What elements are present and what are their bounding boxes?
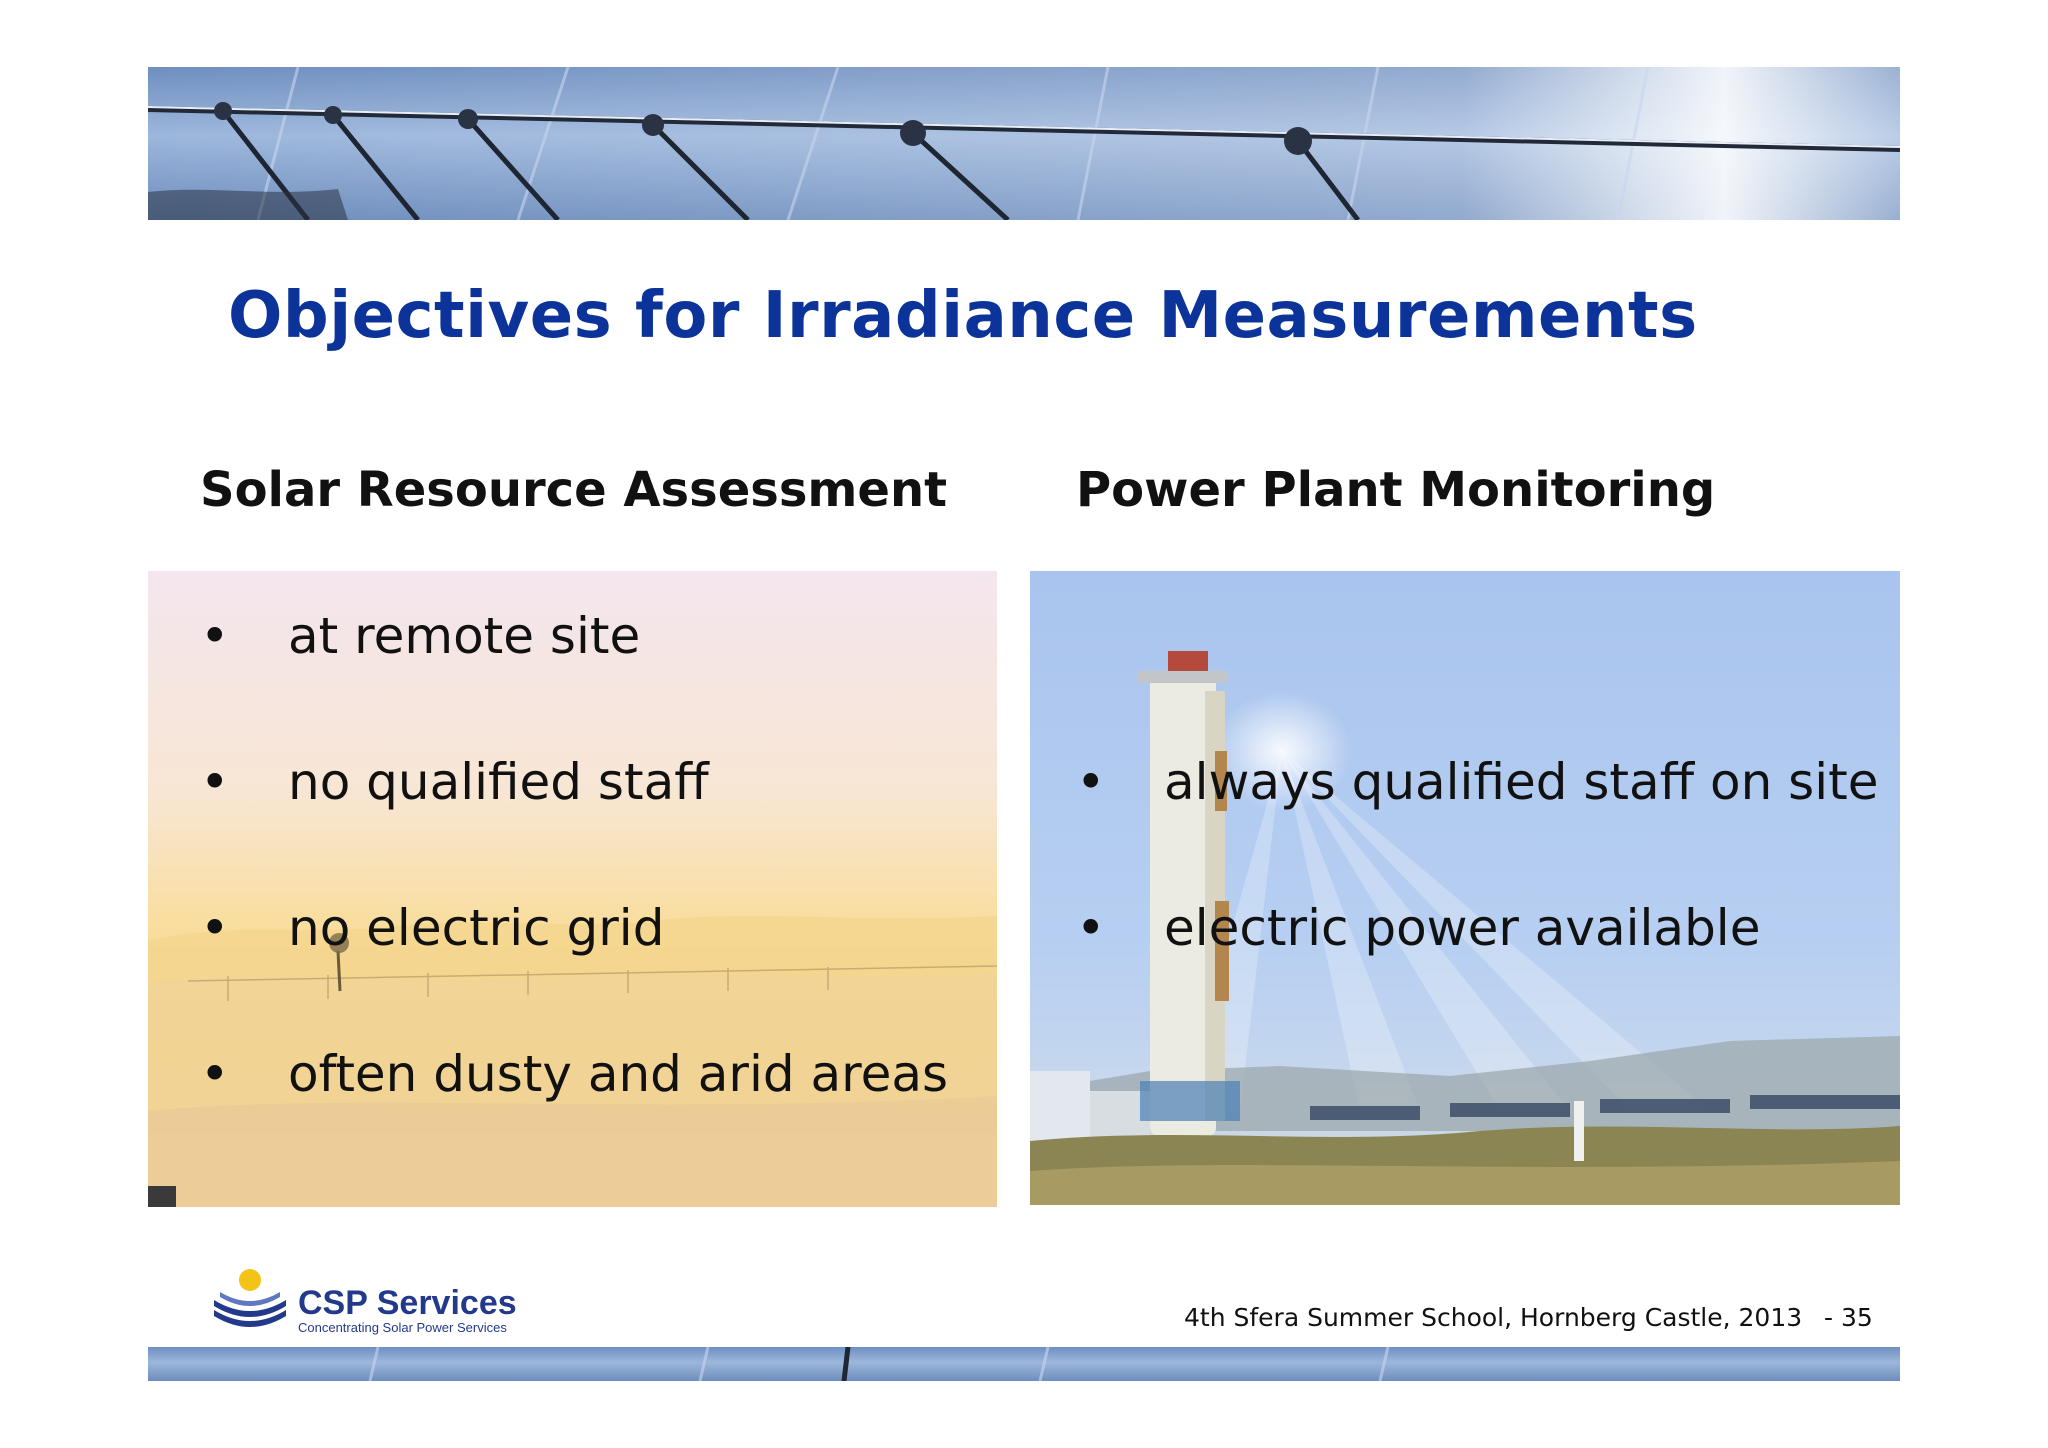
logo-name: CSP Services — [298, 1284, 517, 1322]
csp-services-logo — [212, 1266, 517, 1336]
parabolic-trough-image — [148, 67, 1900, 220]
list-item — [200, 753, 1000, 899]
bullet-dot-icon: • — [1076, 753, 1106, 811]
solar-resource-heading: Solar Resource Assessment — [200, 462, 948, 518]
list-item — [200, 899, 1000, 1045]
bullet-text: no electric grid — [288, 899, 665, 957]
bullet-dot-icon: • — [200, 899, 230, 957]
footer-banner-image — [148, 1347, 1900, 1381]
bullet-dot-icon: • — [200, 753, 230, 811]
event-caption: 4th Sfera Summer School, Hornberg Castle, 2013 — [1184, 1303, 1803, 1332]
csp-services-logo-icon — [212, 1266, 292, 1336]
list-item — [200, 1045, 1000, 1191]
parabolic-trough-strip — [148, 1347, 1900, 1381]
bullet-text: at remote site — [288, 607, 641, 665]
bullet-text: no qualified staff — [288, 753, 709, 811]
logo-tagline: Concentrating Solar Power Services — [298, 1320, 507, 1335]
list-item — [1076, 753, 1906, 899]
bullet-dot-icon: • — [200, 1045, 230, 1103]
header-banner-image — [148, 67, 1900, 220]
bullet-text: always qualified staff on site — [1164, 753, 1879, 811]
bullet-text: often dusty and arid areas — [288, 1045, 949, 1103]
list-item — [200, 607, 1000, 753]
power-plant-bullet-list — [1076, 753, 1906, 1045]
page-title: Objectives for Irradiance Measurements — [228, 278, 1698, 353]
page-number: - 35 — [1824, 1303, 1873, 1332]
solar-resource-bullet-list — [200, 607, 1000, 1191]
power-plant-heading: Power Plant Monitoring — [1076, 462, 1716, 518]
bullet-dot-icon: • — [1076, 899, 1106, 957]
list-item — [1076, 899, 1906, 1045]
bullet-text: electric power available — [1164, 899, 1761, 957]
bullet-dot-icon: • — [200, 607, 230, 665]
